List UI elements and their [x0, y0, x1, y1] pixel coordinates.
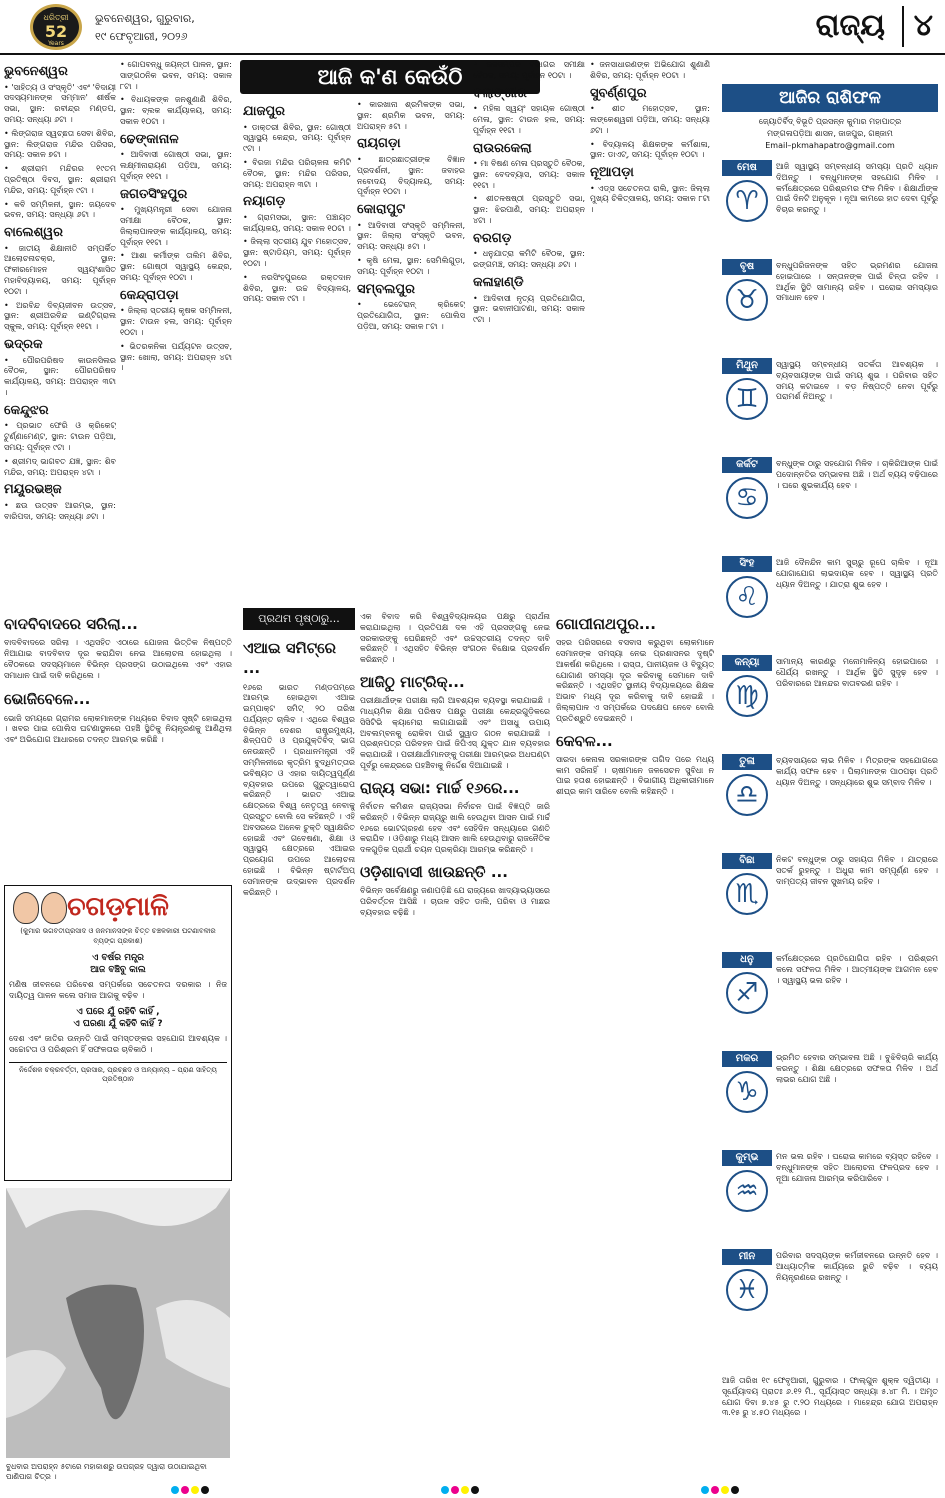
- zodiac-icon: ♓: [726, 1269, 768, 1311]
- story-center-3: [556, 612, 714, 1477]
- astrologer-info: ଜ୍ୟୋତିର୍ବିଦ୍ ବିଭୂତି ପ୍ରସନ୍ନ କୁମାର ମହାପାତ୍ର ମଙ୍ଗଳାପଡ଼ିଆ ଶାସନ, ଜାଜପୁର, ଗଞ୍ଜାମ Email–pkmahapatro@gmail.com: [758, 117, 902, 150]
- event-item: • ଆଦିବାସୀ ସଂସ୍କୃତି ସମ୍ମିଳନୀ, ସ୍ଥାନ: ଜିଲ୍ଲା ସଂସ୍କୃତି ଭବନ, ସମୟ: ସନ୍ଧ୍ୟା ୫ଟା ।: [357, 220, 465, 252]
- story-rajyasabha-body: ନିର୍ବାଚନ କମିଶନ ରାଜ୍ୟସଭା ନିର୍ବାଚନ ପାଇଁ ବିଜ୍ଞପ୍ତି ଜାରି କରିଛନ୍ତି । ବିଭିନ୍ନ ରାଜ୍ୟରୁ ଖାଲି ହେଉଥିବା ଆସନ ପାଇଁ ମାର୍ଚ୍ଚ ୧୬ରେ ଭୋଟଗ୍ରହଣ ହେବ ଏବଂ ସେହିଦିନ ସନ୍ଧ୍ୟାରେ ଗଣତି କରାଯିବ । ଓଡ଼ିଶାରୁ ମଧ୍ୟ ଆସନ ଖାଲି ହେଉଥିବାରୁ ରାଜନୈତିକ ଦଳଗୁଡ଼ିକ ପ୍ରାର୍ଥୀ ଚୟନ ପ୍ରକ୍ରିୟା ଆରମ୍ଭ କରିଛନ୍ତି ।: [360, 802, 550, 855]
- cartoon-line-3: ମଣିଷ ଜୀବନରେ ପରିବେଶ ସମ୍ପର୍କରେ ସଚେତନତା ଦରକାର । ନିଜ ଦାୟିତ୍ୱ ପାଳନ କଲେ ସମାଜ ଆଗକୁ ବଢ଼ିବ ।: [9, 980, 227, 1001]
- district-heading: ଯାଜପୁର: [243, 104, 286, 119]
- district-heading: କେନ୍ଦୁଝର: [4, 402, 49, 418]
- event-item: • ମହିଳା ସ୍ୱୟଂ ସହାୟକ ଗୋଷ୍ଠୀ ମେଳା, ସ୍ଥାନ: ଟାଉନ ହଲ, ସମୟ: ପୂର୍ବାହ୍ନ ୧୧ଟା ।: [473, 104, 585, 135]
- sign-name: ସିଂହ: [722, 556, 772, 572]
- cartoon-box: [4, 885, 232, 1181]
- horoscope-sign: [722, 160, 938, 255]
- dateline-place-day: ଭୁବନେଶ୍ୱର, ଗୁରୁବାର,: [95, 12, 195, 25]
- event-item: • ଧନୁଯାତ୍ରା କମିଟି ବୈଠକ, ସ୍ଥାନ: ରଙ୍ଗମଞ୍ଚ, ସମୟ: ସନ୍ଧ୍ୟା ୬ଟା ।: [473, 249, 585, 270]
- story-ai-body: ୧୬ରେ ଭାରତ ମଣ୍ଡପମ୍‌ରେ ଆରମ୍ଭ ହୋଇଥିବା ଏଆଇ ଇମ୍ପାକ୍ଟ ସମିଟ୍ ୨୦ ତାରିଖ ପର୍ଯ୍ୟନ୍ତ ଚାଲିବ । ଏଥିରେ ବିଶ୍ୱର ବିଭିନ୍ନ ଦେଶର ରାଷ୍ଟ୍ରମୁଖ୍ୟ, ଶିଳ୍ପପତି ଓ ପ୍ରଯୁକ୍ତିବିଦ୍ ଭାଗ ନେଉଛନ୍ତି । ପ୍ରଧାନମନ୍ତ୍ରୀ ଏହି ସମ୍ମିଳନୀରେ କୃତ୍ରିମ ବୁଦ୍ଧିମତ୍ତାର ଭବିଷ୍ୟତ ଓ ଏହାର ଦାୟିତ୍ୱପୂର୍ଣ୍ଣ ବ୍ୟବହାର ଉପରେ ଗୁରୁତ୍ୱାରୋପ କରିଛନ୍ତି । ଭାରତ ଏଆଇ କ୍ଷେତ୍ରରେ ବିଶ୍ୱ ନେତୃତ୍ୱ ନେବାକୁ ପ୍ରସ୍ତୁତ ବୋଲି ସେ କହିଛନ୍ତି । ଏହି ଅବସରରେ ଅନେକ ଚୁକ୍ତି ସ୍ୱାକ୍ଷରିତ ହୋଇଛି ଏବଂ ଗବେଷଣା, ଶିକ୍ଷା ଓ ସ୍ୱାସ୍ଥ୍ୟ କ୍ଷେତ୍ରରେ ଏଆଇର ପ୍ରୟୋଗ ଉପରେ ଆଲୋଚନା ହୋଇଛି । ବିଭିନ୍ନ ଷ୍ଟାର୍ଟଅପ୍ ସେମାନଙ୍କ ଉଦ୍ଭାବନ ପ୍ରଦର୍ଶନ କରିଛନ୍ତି ।: [243, 682, 355, 897]
- event-item: • ଡାକ୍ତରୀ ଶିବିର, ସ୍ଥାନ: ଗୋଷ୍ଠୀ ସ୍ୱାସ୍ଥ୍ୟ କେନ୍ଦ୍ର, ସମୟ: ପୂର୍ବାହ୍ନ ୯ଟା ।: [243, 122, 351, 154]
- story-gopinathpur-body: ସହର ପରିସରରେ ବସବାସ କରୁଥିବା ଲୋକମାନେ ସେମାନଙ୍କ ସମସ୍ୟା ନେଇ ପ୍ରଶାସନର ଦୃଷ୍ଟି ଆକର୍ଷଣ କରିଥିଲେ । ରାସ୍ତା, ପାନୀୟଜଳ ଓ ବିଦ୍ୟୁତ୍ ଯୋଗାଣ ସମସ୍ୟା ଦୂର କରିବାକୁ ସେମାନେ ଦାବି କରିଛନ୍ତି । ଏଥିସହିତ ସ୍ଥାନୀୟ ବିଦ୍ୟାଳୟରେ ଶିକ୍ଷକ ଅଭାବ ମଧ୍ୟ ଦୂର କରିବାକୁ ଦାବି ହୋଇଛି । ଜିଲ୍ଲାପାଳ ଏ ସମ୍ପର୍କରେ ପଦକ୍ଷେପ ନେବେ ବୋଲି ପ୍ରତିଶ୍ରୁତି ଦେଇଛନ୍ତି ।: [556, 638, 714, 723]
- zodiac-icon: ♌: [726, 576, 768, 618]
- zodiac-icon: ♐: [726, 972, 768, 1014]
- zodiac-icon: ♒: [726, 1170, 768, 1212]
- sign-prediction: ନିକଟ ବନ୍ଧୁଙ୍କ ଠାରୁ ସହାୟତା ମିଳିବ । ଯାତ୍ରାରେ ସତର୍କ ରୁହନ୍ତୁ । ଅଧୁରା କାମ ସମ୍ପୂର୍ଣ୍ଣ ହେବ । ଦାମ୍ପତ୍ୟ ଜୀବନ ସୁଖମୟ ରହିବ ।: [776, 855, 938, 886]
- events-column-5: [473, 60, 585, 605]
- sign-name: ମିଥୁନ: [722, 358, 772, 374]
- cartoon-credit: ନିର୍ଦ୍ଦେଶକ ଚକ୍ରବର୍ତ୍ତୀ, ପ୍ରସାର, ପ୍ରଚ୍ଛଦ ଓ ଅନ୍ୟାନ୍ୟ – ପ୍ରାଣ ସାହିତ୍ୟ ପ୍ରତିଷ୍ଠାନ: [9, 1062, 227, 1085]
- district-heading: ବରଗଡ଼: [473, 230, 512, 246]
- dateline: [95, 10, 195, 46]
- district-heading: ବଲାଙ୍ଗୀର: [473, 85, 527, 101]
- event-item: • ଆଶା କର୍ମୀଙ୍କ ତାଲିମ ଶିବିର, ସ୍ଥାନ: ଗୋଷ୍ଠୀ ସ୍ୱାସ୍ଥ୍ୟ କେନ୍ଦ୍ର, ସମୟ: ପୂର୍ବାହ୍ନ ୧୦ଟା ।: [120, 251, 232, 283]
- satellite-caption: ବୁଧବାର ଅପରାହ୍ନ ୫ଟାରେ ମହାକାଶରୁ ଉପଗ୍ରହ ଦ୍ୱାରା ଉଠାଯାଇଥିବା ପାଣିପାଗ ଚିତ୍ର ।: [6, 1462, 207, 1482]
- zodiac-icon: ♊: [726, 378, 768, 420]
- cartoon-subtitle: (କୁମାର ଭଗବତୀପ୍ରସାଦ ଓ ଜନମାନସଙ୍କ ଚିତ୍ତ ଚଞ୍ଚଳକାରୀ ଘଟଣାବଳୀର ବ୍ୟଙ୍ଗ ପ୍ରକାଶ): [20, 927, 216, 945]
- sign-name: କର୍କଟ: [722, 457, 772, 473]
- sign-name: ମେଷ: [722, 160, 772, 176]
- story-kebala-headline: କେବଳ...: [556, 731, 613, 750]
- events-column-4: [357, 100, 465, 605]
- horoscope-sign: [722, 655, 938, 750]
- event-item: • ଗୋପବନ୍ଧୁ ଜୟନ୍ତୀ ପାଳନ, ସ୍ଥାନ: ସାଙ୍ଗଠନିକ ଭବନ, ସମୟ: ସକାଳ ୮ଟା ।: [120, 60, 232, 91]
- sign-prediction: କର୍ମକ୍ଷେତ୍ରରେ ପ୍ରତିଯୋଗିତା ରହିବ । ପରିଶ୍ରମ କଲେ ସଫଳତା ମିଳିବ । ଆତ୍ମୀୟଙ୍କ ଆଗମନ ହେବ । ସ୍ୱାସ୍ଥ୍ୟ ଭଲ ରହିବ ।: [776, 954, 938, 985]
- first-page-label: ପ୍ରଥମ ପୃଷ୍ଠାରୁ...: [243, 608, 355, 630]
- event-item: • କବି ସମ୍ମିଳନୀ, ସ୍ଥାନ: ଜୟଦେବ ଭବନ, ସମୟ: ସନ୍ଧ୍ୟା ୬ଟା ।: [4, 199, 116, 220]
- district-heading: ରାୟଗଡ଼ା: [357, 136, 401, 152]
- zodiac-icon: ♋: [726, 477, 768, 519]
- district-heading: ଭଦ୍ରକ: [4, 337, 43, 353]
- sign-prediction: ବ୍ୟବସାୟରେ ଲାଭ ମିଳିବ । ମିତ୍ରଙ୍କ ସହଯୋଗରେ କାର୍ଯ୍ୟ ସଫଳ ହେବ । ପିଲାମାନଙ୍କ ପାଠପଢ଼ା ପ୍ରତି ଧ୍ୟାନ ଦିଅନ୍ତୁ । ସନ୍ଧ୍ୟାରେ ଶୁଭ ସମ୍ବାଦ ମିଳିବ ।: [776, 756, 938, 787]
- event-item: • ଏଡ୍ସ ସଚେତନତା ରାଲି, ସ୍ଥାନ: ଜିଲ୍ଲା ମୁଖ୍ୟ ଚିକିତ୍ସାଳୟ, ସମୟ: ସକାଳ ୮ଟା ।: [590, 183, 710, 215]
- sign-prediction: ବନ୍ଧୁପରିଜନଙ୍କ ସହିତ ଭ୍ରମଣର ଯୋଜନା ହୋଇପାରେ । ସନ୍ତାନଙ୍କ ପାଇଁ ଚିନ୍ତା ରହିବ । ଆର୍ଥିକ ସ୍ଥିତି ସାମାନ୍ୟ ରହିବ । ଘରୋଇ ସମସ୍ୟାର ସମାଧାନ ହେବ ।: [776, 261, 938, 303]
- event-item: • ବିରଜା ମନ୍ଦିର ପରିଚାଳନା କମିଟି ବୈଠକ, ସ୍ଥାନ: ମନ୍ଦିର ପରିସର, ସମୟ: ଅପରାହ୍ନ ୩ଟା ।: [243, 157, 351, 189]
- event-item: • ଭିତରକନିକା ପର୍ଯ୍ୟଟନ ଉତ୍ସବ, ସ୍ଥାନ: ଖୋଲା, ସମୟ: ଅପରାହ୍ନ ୪ଟା ।: [120, 341, 232, 373]
- story-matric-body: ପରୀକ୍ଷାର୍ଥୀଙ୍କ ପରୀକ୍ଷା ଲାଗି ଆବଶ୍ୟକ ବ୍ୟବସ୍ଥା କରାଯାଇଛି । ମାଧ୍ୟମିକ ଶିକ୍ଷା ପରିଷଦ ପକ୍ଷରୁ ପରୀକ୍ଷା କେନ୍ଦ୍ରଗୁଡ଼ିକରେ ସିସିଟିଭି କ୍ୟାମେରା ଲଗାଯାଇଛି ଏବଂ ଅସାଧୁ ଉପାୟ ଅବଲମ୍ବନକୁ ରୋକିବା ପାଇଁ ସ୍କ୍ୱାଡ ଗଠନ କରାଯାଇଛି । ପ୍ରଶ୍ନପତ୍ର ପରିବହନ ପାଇଁ ଜିପିଏସ୍ ଯୁକ୍ତ ଯାନ ବ୍ୟବହାର କରାଯାଉଛି । ପରୀକ୍ଷାର୍ଥୀମାନଙ୍କୁ ପରୀକ୍ଷା ଆରମ୍ଭର ଅଧଘଣ୍ଟା ପୂର୍ବରୁ କେନ୍ଦ୍ରରେ ପହଞ୍ଚିବାକୁ ନିର୍ଦ୍ଦେଶ ଦିଆଯାଇଛି ।: [360, 696, 550, 771]
- logo-years: 52: [44, 21, 68, 41]
- horoscope-header: ଆଜିର ରାଶିଫଳ: [722, 84, 938, 112]
- event-item: • ଭେଟେରାନ୍ କ୍ରିକେଟ୍ ପ୍ରତିଯୋଗିତା, ସ୍ଥାନ: ପୋଲିସ ପଡ଼ିଆ, ସମୟ: ସକାଳ ୮ଟା ।: [357, 300, 465, 331]
- event-item: • ଆଦିବାସୀ ଗୋଷ୍ଠୀ ସଭା, ସ୍ଥାନ: ଲକ୍ଷ୍ମୀନାରାୟଣ ପଡ଼ିଆ, ସମୟ: ପୂର୍ବାହ୍ନ ୧୧ଟା ।: [120, 150, 232, 181]
- event-item: • ଜାତୀୟ ଶିକ୍ଷାନୀତି ସମ୍ପର୍କିତ ଆଲୋଚନାଚକ୍ର, ସ୍ଥାନ: ଫକୀରମୋହନ ସ୍ୱୟଂଶାସିତ ମହାବିଦ୍ୟାଳୟ, ସମୟ: ପୂର୍ବାହ୍ନ ୧୦ଟା ।: [4, 243, 116, 296]
- horoscope-sign: [722, 1051, 938, 1146]
- event-item: • ଆଦିବାସୀ ନୃତ୍ୟ ପ୍ରତିଯୋଗିତା, ସ୍ଥାନ: ଭବାନୀପାଟଣା, ସମୟ: ସକାଳ ୯ଟା ।: [473, 293, 585, 325]
- cartoon-line-2: ଆଜ ବଞ୍ଚିବୁ କାଲ: [90, 965, 146, 976]
- event-item: • ଶୀତଳଷଷ୍ଠୀ ପ୍ରସ୍ତୁତି ସଭା, ସ୍ଥାନ: ଝିରପାଣି, ସମୟ: ଅପରାହ୍ନ ୪ଟା ।: [473, 194, 585, 226]
- events-banner: ଆଜି କ'ଣ କେଉଁଠି: [240, 60, 540, 94]
- story-odisha-headline: ଓଡ଼ିଶାବାସୀ ଖାଉଛନ୍ତି ...: [360, 863, 508, 882]
- event-item: • ଲିଙ୍ଗରାଜ ସ୍ୱଚ୍ଛତା ସେବା ଶିବିର, ସ୍ଥାନ: ଲିଙ୍ଗରାଜ ମନ୍ଦିର ପରିସର, ସମୟ: ସକାଳ ୭ଟା ।: [4, 128, 116, 160]
- story-rajyasabha-headline: ରାଜ୍ୟ ସଭା: ମାର୍ଚ୍ଚ ୧୬ରେ...: [360, 778, 520, 797]
- sign-prediction: ବନ୍ଧୁଙ୍କ ଠାରୁ ସହଯୋଗ ମିଳିବ । ଚାକିରିଆଙ୍କ ପାଇଁ ପଦୋନ୍ନତିର ସମ୍ଭାବନା ଅଛି । ଅର୍ଥ ବ୍ୟୟ ବଢ଼ିପାରେ । ଘରେ ଶୁଭକାର୍ଯ୍ୟ ହେବ ।: [776, 459, 938, 490]
- event-item: • ମା ବିଷଣ ମେଳା ପ୍ରସ୍ତୁତି ବୈଠକ, ସ୍ଥାନ: ବେଦବ୍ୟାସ, ସମୟ: ସକାଳ ୧୧ଟା ।: [473, 159, 585, 190]
- event-item: • ଜିଲ୍ଲା ସ୍ତରୀୟ କୃଷକ ସମ୍ମିଳନୀ, ସ୍ଥାନ: ଟାଉନ ହଲ, ସମୟ: ପୂର୍ବାହ୍ନ ୧୦ଟା ।: [120, 306, 232, 337]
- event-item: • ମୁଖ୍ୟମନ୍ତ୍ରୀ ସେବା ଯୋଜନା ସମୀକ୍ଷା ବୈଠକ, ସ୍ଥାନ: ଜିଲ୍ଲାପାଳଙ୍କ କାର୍ଯ୍ୟାଳୟ, ସମୟ: ପୂର୍ବାହ୍ନ ୧୧ଟା ।: [120, 205, 232, 247]
- event-item: • ପୌରପରିଷଦ କାଉନସିଲର ବୈଠକ, ସ୍ଥାନ: ପୌରପରିଷଦ କାର୍ଯ୍ୟାଳୟ, ସମୟ: ଅପରାହ୍ନ ୩ଟା ।: [4, 355, 116, 397]
- sign-prediction: ମନ ଭଲ ରହିବ । ଘରୋଇ କାମରେ ବ୍ୟସ୍ତ ରହିବେ । ବନ୍ଧୁମାନଙ୍କ ସହିତ ଆଲୋଚନା ଫଳପ୍ରଦ ହେବ । ନୂଆ ଯୋଜନା ଆରମ୍ଭ କରିପାରିବେ ।: [776, 1152, 938, 1183]
- cartoon-faces-icon: [13, 892, 73, 928]
- event-item: • ଅରବିନ୍ଦ ଦିବ୍ୟଜୀବନ ଉତ୍ସବ, ସ୍ଥାନ: ଶ୍ରୀଅରବିନ୍ଦ ଇଣ୍ଟିଗ୍ରାଲ ସ୍କୁଲ, ସମୟ: ପୂର୍ବାହ୍ନ ୧୧ଟା ।: [4, 300, 116, 332]
- event-item: • ଜିଲ୍ଲା ସ୍ତରୀୟ ଯୁବ ମହୋତ୍ସବ, ସ୍ଥାନ: ଷ୍ଟାଡିୟମ, ସମୟ: ପୂର୍ବାହ୍ନ ୧୦ଟା ।: [243, 237, 351, 269]
- event-item: • ବିଦ୍ୟାଳୟ ଶିକ୍ଷକଙ୍କ କର୍ମଶାଳା, ସ୍ଥାନ: ଡାଏଟ୍, ସମୟ: ପୂର୍ବାହ୍ନ ୧୦ଟା ।: [590, 139, 710, 160]
- horoscope-sign: [722, 259, 938, 354]
- story-matric-headline: ଆଜିଠୁ ମାଟ୍ରିକ୍...: [360, 672, 465, 691]
- event-item: • ଜଳସମ୍ପଦ ବିଭାଗର ସମୀକ୍ଷା ବୈଠକ, ସମୟ: ପୂର୍ବାହ୍ନ ୧୦ଟା ।: [473, 60, 585, 80]
- story-center-1: [243, 636, 355, 1476]
- logo-sub: Years: [48, 39, 64, 47]
- event-item: • ଗ୍ରାମସଭା, ସ୍ଥାନ: ପଞ୍ଚାୟତ କାର୍ଯ୍ୟାଳୟ, ସମୟ: ସକାଳ ୧୦ଟା ।: [243, 212, 351, 233]
- district-heading: ଜଗତସିଂହପୁର: [120, 186, 188, 202]
- sign-prediction: ଆଜି ଦୈନନ୍ଦିନ କାମ ସୁଚାରୁ ରୂପେ ଚାଲିବ । ନୂଆ ଯୋଗାଯୋଗ ଲାଭଦାୟକ ହେବ । ସ୍ୱାସ୍ଥ୍ୟ ପ୍ରତି ଧ୍ୟାନ ଦିଅନ୍ତୁ । ଯାତ୍ରା ଶୁଭ ହେବ ।: [776, 558, 938, 589]
- print-registration-marks: [0, 1482, 945, 1498]
- event-item: • ଛାତ୍ରଛାତ୍ରୀଙ୍କ ବିଜ୍ଞାନ ପ୍ରଦର୍ଶନୀ, ସ୍ଥାନ: ଜବାହର ନବୋଦୟ ବିଦ୍ୟାଳୟ, ସମୟ: ପୂର୍ବାହ୍ନ ୧୦ଟା ।: [357, 154, 465, 197]
- satellite-weather-image: [6, 1188, 230, 1458]
- story-odisha-body: ବିଭିନ୍ନ ସର୍ବେକ୍ଷଣରୁ ଜଣାପଡ଼ିଛି ଯେ ରାଜ୍ୟରେ ଖାଦ୍ୟାଭ୍ୟାସରେ ପରିବର୍ତ୍ତନ ଆସିଛି । ଚାଉଳ ସହିତ ଡାଲି, ପରିବା ଓ ମାଛର ବ୍ୟବହାର ବଢ଼ିଛି ।: [360, 886, 550, 917]
- sign-name: କନ୍ୟା: [722, 655, 772, 671]
- sign-name: ବୃଷ: [722, 259, 772, 275]
- zodiac-icon: ♑: [726, 1071, 768, 1113]
- horoscope-sign: [722, 952, 938, 1047]
- masthead: [0, 0, 945, 55]
- district-heading: ଭୁବନେଶ୍ୱର: [4, 64, 68, 79]
- sign-prediction: ପରିବାର ସଦସ୍ୟଙ୍କ କର୍ମଜୀବନରେ ଉନ୍ନତି ହେବ । ଆଧ୍ୟାତ୍ମିକ କାର୍ଯ୍ୟରେ ରୁଚି ବଢ଼ିବ । ବ୍ୟୟ ନିୟନ୍ତ୍ରଣରେ ରଖନ୍ତୁ ।: [776, 1251, 938, 1282]
- horoscope-sign: [722, 853, 938, 948]
- zodiac-icon: ♈: [726, 180, 768, 222]
- story-left2-headline: ଭୋଜିବେଳେ...: [4, 690, 91, 709]
- story-left: [4, 612, 232, 882]
- zodiac-icon: ♉: [726, 279, 768, 321]
- sign-name: ମକର: [722, 1051, 772, 1067]
- cartoon-line-5: ଏ ଘରଣା ଯୁଁ କହିବି କାହିଁ ?: [73, 1018, 163, 1029]
- cartoon-title: ଚଗଡ଼ମାଳି: [67, 892, 169, 922]
- cartoon-line-4: ଏ ଘରେ ଯୁଁ ରହିବି କାହିଁ ,: [76, 1006, 160, 1017]
- story-left2-body: ଭୋଜି ସମୟରେ ଗ୍ରାମର ଲୋକମାନଙ୍କ ମଧ୍ୟରେ ବିବାଦ ସୃଷ୍ଟି ହୋଇଥିଲା । ଖବର ପାଇ ପୋଲିସ ଘଟଣାସ୍ଥଳରେ ପହଞ୍ଚି ସ୍ଥିତିକୁ ନିୟନ୍ତ୍ରଣକୁ ଆଣିଥିଲା ଏବଂ ଅଭିଯୋଗ ଆଧାରରେ ତଦନ୍ତ ଆରମ୍ଭ କରିଛି ।: [4, 713, 232, 745]
- sign-prediction: ଆଜି ସ୍ୱାସ୍ଥ୍ୟ ସମ୍ବନ୍ଧୀୟ ସମସ୍ୟା ପ୍ରତି ଧ୍ୟାନ ଦିଅନ୍ତୁ । ବନ୍ଧୁମାନଙ୍କ ସହଯୋଗ ମିଳିବ । କର୍ମକ୍ଷେତ୍ରରେ ପରିଶ୍ରମର ଫଳ ମିଳିବ । ଶିକ୍ଷାର୍ଥୀଙ୍କ ପାଇଁ ଦିନଟି ଅନୁକୂଳ । ନୂଆ କାମରେ ହାତ ଦେବା ପୂର୍ବରୁ ବିଚାର କରନ୍ତୁ ।: [776, 162, 938, 215]
- zodiac-icon: ♎: [726, 774, 768, 816]
- story-left1-headline: ବାଦବିବାଦରେ ସରିଲା...: [4, 615, 138, 633]
- event-item: • ବିଧାୟକଙ୍କ ଜନଶୁଣାଣି ଶିବିର, ସ୍ଥାନ: ବ୍ଲକ କାର୍ଯ୍ୟାଳୟ, ସମୟ: ସକାଳ ୧୦ଟା ।: [120, 95, 232, 126]
- sign-name: ତୁଳା: [722, 754, 772, 770]
- horoscope-sign: [722, 457, 938, 552]
- horoscope-sign: [722, 1150, 938, 1245]
- dateline-date: ୧୯ ଫେବୃଆରୀ, ୨୦୨୬: [95, 30, 188, 43]
- section-title: ରାଜ୍ୟ: [815, 8, 885, 43]
- story-left1-body: ବାଦବିବାଦରେ ସରିଲା । ଏଥିସହିତ ଏଠାରେ ଯୋଜନା ଭିତ୍ତିକ ନିଷ୍ପତ୍ତି ନିଆଯାଇ ବାଦବିବାଦ ଦୂର କରାଯିବା ନେଇ ଆଲୋଚନା ହୋଇଥିଲା । ବୈଠକରେ ସଦସ୍ୟମାନେ ବିଭିନ୍ନ ପ୍ରସଙ୍ଗ ଉଠାଇଥିଲେ ଏବଂ ଏହାର ସମାଧାନ ପାଇଁ ଦାବି କରିଥିଲେ ।: [4, 638, 232, 680]
- zodiac-icon: ♍: [726, 675, 768, 717]
- sign-name: ମୀନ: [722, 1249, 772, 1265]
- page-number: ୪: [902, 6, 933, 47]
- event-item: • ଶୀତ ମହୋତ୍ସବ, ସ୍ଥାନ: ଲଙ୍କେଶ୍ୱରୀ ପଡ଼ିଆ, ସମୟ: ସନ୍ଧ୍ୟା ୬ଟା ।: [590, 104, 710, 135]
- district-heading: କୋରାପୁଟ: [357, 202, 406, 218]
- sign-name: ଧନୁ: [722, 952, 772, 968]
- event-item: • ଛଉ ଉତ୍ସବ ଆରମ୍ଭ, ସ୍ଥାନ: ବାରିପଦା, ସମୟ: ସନ୍ଧ୍ୟା ୬ଟା ।: [4, 500, 116, 521]
- event-item: • ପ୍ରଭାତ ଫେରି ଓ କ୍ରିକେଟ୍ ଟୁର୍ଣ୍ଣାମେଣ୍ଟ, ସ୍ଥାନ: ଟାଉନ ପଡ଼ିଆ, ସମୟ: ପୂର୍ବାହ୍ନ ୯ଟା ।: [4, 421, 116, 452]
- horoscope-sign: [722, 556, 938, 651]
- district-heading: ବାଲେଶ୍ୱର: [4, 225, 63, 241]
- story-kebala-body: ସାରଦା କେନାଲ ସରକାରଙ୍କ ତାଗିଦ ପରେ ମଧ୍ୟ କାମ ସରିନାହିଁ । ଚାଷୀମାନେ ଜଳସେଚନ ସୁବିଧା ନ ପାଇ ହତାଶ ହୋଇଛନ୍ତି । ବିଭାଗୀୟ ଅଧିକାରୀମାନେ ଶୀଘ୍ର କାମ ସାରିବେ ବୋଲି କହିଛନ୍ତି ।: [556, 754, 714, 797]
- event-item: • ଶ୍ରୀରାମ ମନ୍ଦିରର ୧୯ତମ ପ୍ରତିଷ୍ଠା ଦିବସ, ସ୍ଥାନ: ଶ୍ରୀରାମ ମନ୍ଦିର, ସମୟ: ପୂର୍ବାହ୍ନ ୯ଟା ।: [4, 164, 116, 195]
- horoscope-sign: [722, 1249, 938, 1344]
- event-item: • 'ସାହିତ୍ୟ ଓ ସଂସ୍କୃତି' ଏବଂ 'ବିଦାୟୀ ସଦସ୍ୟମାନଙ୍କ ସମ୍ମାନ' ଶୀର୍ଷକ ସଭା, ସ୍ଥାନ: ରବୀନ୍ଦ୍ର ମଣ୍ଡପ, ସମୟ: ସନ୍ଧ୍ୟା ୬ଟା ।: [4, 82, 116, 124]
- event-item: • ଜନସାଧାରଣଙ୍କ ଅଭିଯୋଗ ଶୁଣାଣି ଶିବିର, ସମୟ: ପୂର୍ବାହ୍ନ ୧୦ଟା ।: [590, 60, 710, 80]
- district-heading: ରାଉରକେଲା: [473, 140, 532, 156]
- district-heading: ନୂଆପଡ଼ା: [590, 165, 634, 181]
- events-column-1: [4, 60, 116, 605]
- logo-name: ଧରିତ୍ରୀ: [43, 13, 69, 22]
- horoscope-sign: [722, 754, 938, 849]
- event-item: • ନରସିଂହପୁରରେ ରକ୍ତଦାନ ଶିବିର, ସ୍ଥାନ: ଉଚ୍ଚ ବିଦ୍ୟାଳୟ, ସମୟ: ସକାଳ ୯ଟା ।: [243, 272, 351, 304]
- district-heading: କେନ୍ଦ୍ରାପଡ଼ା: [120, 287, 179, 303]
- event-item: • କାରଖାନା ଶ୍ରମିକଙ୍କ ସଭା, ସ୍ଥାନ: ଶ୍ରମିକ ଭବନ, ସମୟ: ଅପରାହ୍ନ ୫ଟା ।: [357, 100, 465, 131]
- sign-prediction: ସ୍ୱାସ୍ଥ୍ୟ ସମ୍ବନ୍ଧୀୟ ସତର୍କତା ଆବଶ୍ୟକ । ବ୍ୟବସାୟୀଙ୍କ ପାଇଁ ସମୟ ଶୁଭ । ପରିବାର ସହିତ ସମୟ କଟାଇବେ । ବଡ଼ ନିଷ୍ପତ୍ତି ନେବା ପୂର୍ବରୁ ପରାମର୍ଶ ନିଅନ୍ତୁ ।: [776, 360, 938, 402]
- event-item: • ଶ୍ରୀମଦ୍ ଭାଗବତ ଯଜ୍ଞ, ସ୍ଥାନ: ଶିବ ମନ୍ଦିର, ସମୟ: ଅପରାହ୍ନ ୪ଟା ।: [4, 456, 116, 477]
- story-center-2: [360, 612, 550, 1477]
- story-ai-headline: ଏଆଇ ସମିଟ୍‌ରେ ...: [243, 639, 337, 678]
- district-heading: ଢେଙ୍କାନାଳ: [120, 131, 179, 147]
- events-column-6: [590, 60, 710, 605]
- district-heading: ସମ୍ବଲପୁର: [357, 281, 415, 297]
- zodiac-icon: ♏: [726, 873, 768, 915]
- district-heading: ମୟୂରଭଞ୍ଜ: [4, 482, 62, 498]
- cartoon-line-1: ଏ ବର୍ଷର ମନ୍ତ୍ର: [92, 952, 144, 963]
- sign-prediction: ସାମାନ୍ୟ କାରଣରୁ ମନୋମାଳିନ୍ୟ ହୋଇପାରେ । ଧୈର୍ଯ୍ୟ ରଖନ୍ତୁ । ଆର୍ଥିକ ସ୍ଥିତି ସୁଦୃଢ଼ ହେବ । ପରିବାରରେ ଆନନ୍ଦର ବାତାବରଣ ରହିବ ।: [776, 657, 938, 688]
- district-heading: ସୁବର୍ଣ୍ଣପୁର: [590, 85, 647, 101]
- cartoon-line-6: ଦେଶ ଏବଂ ଜାତିର ଉନ୍ନତି ପାଇଁ ସମସ୍ତଙ୍କର ସହଯୋଗ ଆବଶ୍ୟକ । ସଚ୍ଚୋଟତା ଓ ପରିଶ୍ରମ ହିଁ ସଫଳତାର ଚାବିକାଠି ।: [9, 1034, 227, 1054]
- panjika-text: ଆଜି ତାରିଖ ୧୯ ଫେବୃଆରୀ, ଗୁରୁବାର । ଫାଲ୍ଗୁନ ଶୁକ୍ଳ ଦ୍ୱିତୀୟା । ସୂର୍ଯ୍ୟୋଦୟ ପ୍ରାତଃ ୬.୧୨ ମି., ସୂର୍ଯ୍ୟାସ୍ତ ସନ୍ଧ୍ୟା ୫.୪୮ ମି. । ଅମୃତ ଯୋଗ ଦିବା ୭.୪୫ ରୁ ୯.୨୦ ମଧ୍ୟରେ । ମାହେନ୍ଦ୍ର ଯୋଗ ଅପରାହ୍ନ ୩.୧୫ ରୁ ୪.୫୦ ମଧ୍ୟରେ ।: [722, 1376, 938, 1418]
- event-item: • କୃଷି ମେଳା, ସ୍ଥାନ: ସେମିଲିଗୁଡ଼ା, ସମୟ: ପୂର୍ବାହ୍ନ ୧୦ଟା ।: [357, 256, 465, 276]
- story-gopinathpur-headline: ଗୋପୀନାଥପୁର...: [556, 615, 656, 633]
- events-column-2: [120, 60, 232, 605]
- sign-name: ବିଛା: [722, 853, 772, 869]
- sign-prediction: ଭ୍ରମିତ ହେବାର ସମ୍ଭାବନା ଅଛି । ବୁଝିବିଚାରି କାର୍ଯ୍ୟ କରନ୍ତୁ । ଶିକ୍ଷା କ୍ଷେତ୍ରରେ ସଫଳତା ମିଳିବ । ଅର୍ଥ ଲାଭର ଯୋଗ ଅଛି ।: [776, 1053, 938, 1084]
- district-heading: କଳାହାଣ୍ଡି: [473, 275, 524, 290]
- events-column-3: [243, 100, 351, 605]
- district-heading: ନୟାଗଡ଼: [243, 194, 286, 210]
- story-cont-body: ଏକ ବିବାଦ କରି ବିଶ୍ୱବିଦ୍ୟାଳୟର ପକ୍ଷରୁ ପ୍ରାର୍ଥନା କରାଯାଇଥିଲା । ପ୍ରତିପକ୍ଷ ଦଳ ଏହି ପ୍ରସଙ୍ଗକୁ ନେଇ ସରକାରଙ୍କୁ ଘେରିଛନ୍ତି ଏବଂ ଉଚ୍ଚସ୍ତରୀୟ ତଦନ୍ତ ଦାବି କରିଛନ୍ତି । ଏଥିସହିତ ବିଭିନ୍ନ ସଂଗଠନ ବିକ୍ଷୋଭ ପ୍ରଦର୍ଶନ କରିଛନ୍ତି ।: [360, 612, 550, 665]
- sign-name: କୁମ୍ଭ: [722, 1150, 772, 1166]
- horoscope-sign: [722, 358, 938, 453]
- panjika: [722, 1376, 938, 1476]
- newspaper-logo: [30, 4, 82, 50]
